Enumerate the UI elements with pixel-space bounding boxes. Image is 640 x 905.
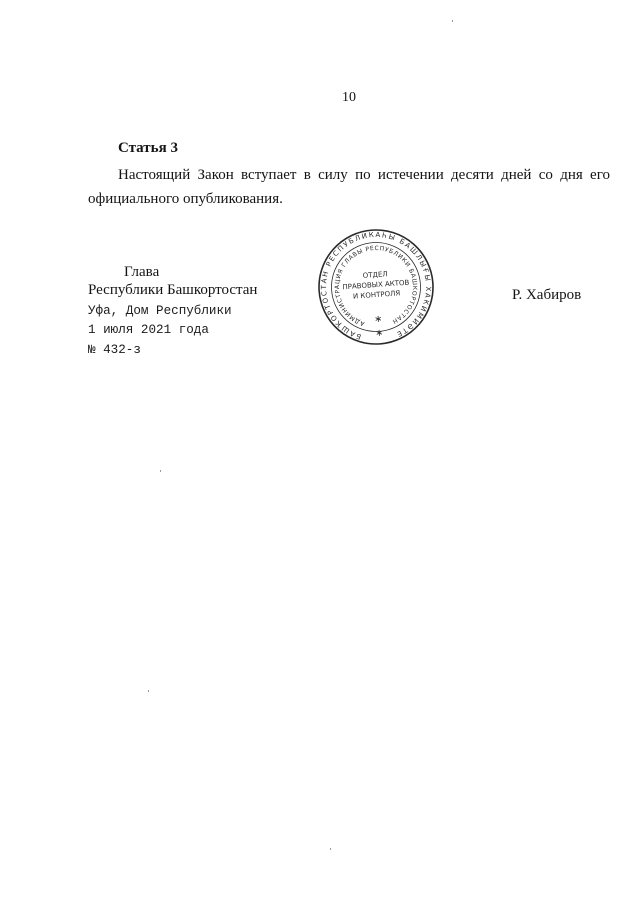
law-number: № 432-з — [88, 343, 141, 357]
scan-speck — [148, 690, 149, 692]
paragraph-line: официального опубликования. — [88, 191, 283, 207]
paragraph-line: Настоящий Закон вступает в силу по истечении десяти дней со дня его — [118, 167, 610, 183]
page-number: 10 — [342, 90, 356, 105]
signer-name: Р. Хабиров — [512, 287, 582, 303]
stamp-outer-ring-text: БАШҠОРТОСТАН РЕСПУБЛИКАҺЫ БАШЛЫҒЫ ХАКИМИӘТЕ — [319, 230, 433, 341]
stamp-center-line: ОТДЕЛ — [362, 270, 388, 280]
stamp-star-icon — [375, 316, 381, 322]
stamp-center-line: ПРАВОВЫХ АКТОВ — [342, 278, 410, 292]
stamp-center-line: И КОНТРОЛЯ — [352, 289, 401, 301]
official-stamp — [316, 227, 436, 347]
stamp-star-icon — [376, 330, 382, 336]
article-heading: Статья 3 — [118, 140, 178, 156]
scan-speck — [160, 470, 161, 472]
scan-speck — [330, 848, 331, 850]
signer-position-line-2: Республики Башкортостан — [88, 282, 258, 298]
stamp-inner-ring-text: АДМИНИСТРАЦИЯ ГЛАВЫ РЕСПУБЛИКИ БАШКОРТОСТАН — [333, 244, 419, 327]
scan-speck — [452, 20, 453, 22]
signing-date: 1 июля 2021 года — [88, 323, 209, 337]
signing-place: Уфа, Дом Республики — [88, 304, 232, 318]
signer-position-line-1: Глава — [124, 264, 160, 280]
